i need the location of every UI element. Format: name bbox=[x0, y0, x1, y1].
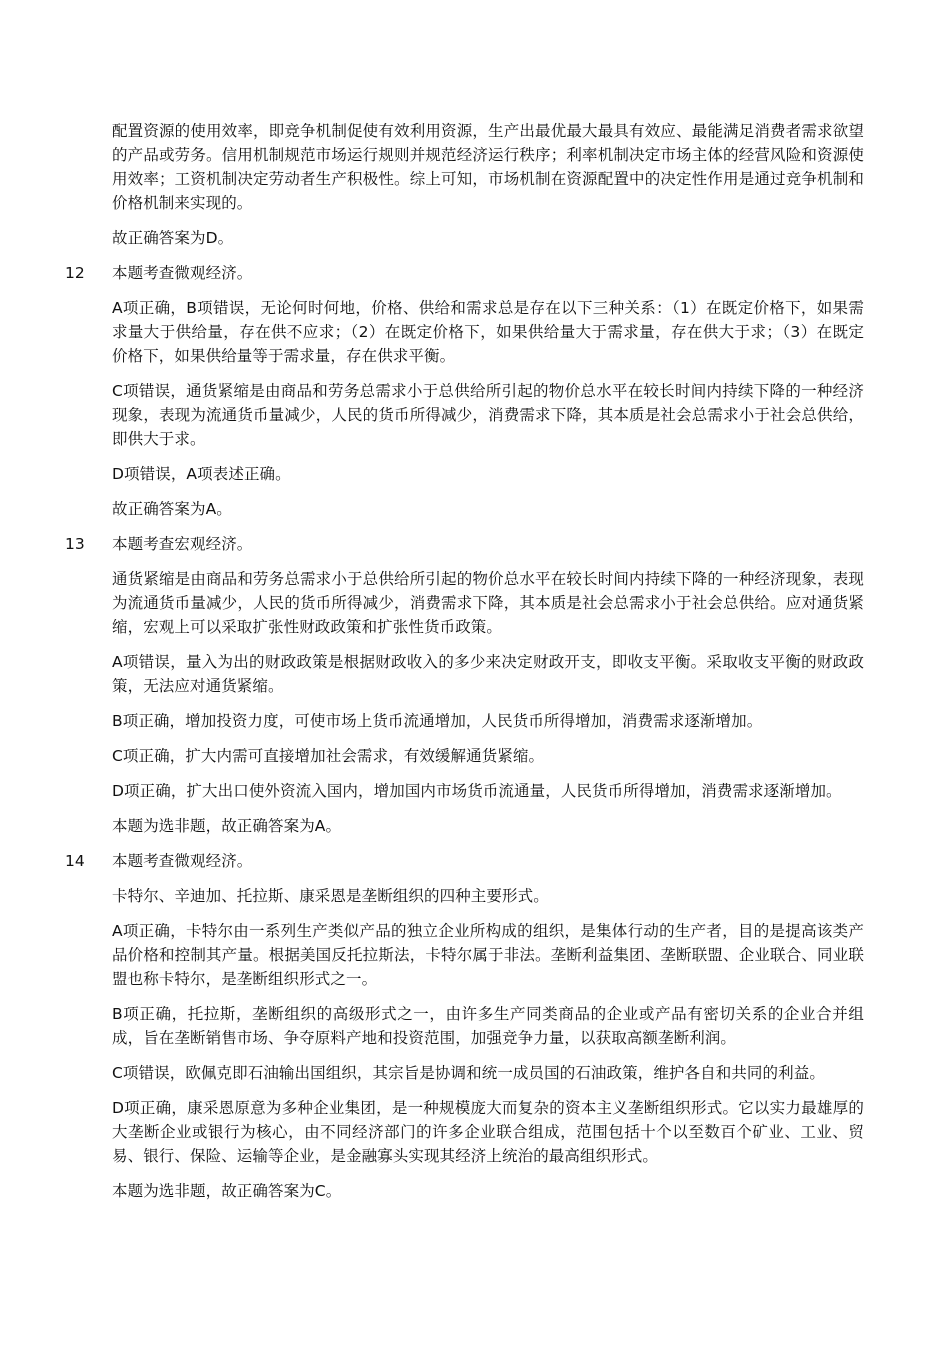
paragraph: 通货紧缩是由商品和劳务总需求小于总供给所引起的物价总水平在较长时间内持续下降的一种经济现象，表现为流通货币量减少，人民的货币所得减少，消费需求下降，其本质是社会总需求小于社会总供给。应对通货紧缩，宏观上可以采取扩张性财政政策和扩张性货币政策。 bbox=[112, 570, 864, 636]
paragraph: B项正确，增加投资力度，可使市场上货币流通增加，人民货币所得增加，消费需求逐渐增加。 bbox=[112, 712, 763, 730]
question-heading bbox=[65, 261, 864, 285]
question-13 bbox=[65, 532, 864, 838]
paragraph: A项错误，量入为出的财政政策是根据财政收入的多少来决定财政开支，即收支平衡。采取收支平衡的财政政策，无法应对通货紧缩。 bbox=[112, 653, 864, 695]
paragraph: C项错误，通货紧缩是由商品和劳务总需求小于总供给所引起的物价总水平在较长时间内持续下降的一种经济现象，表现为流通货币量减少，人民的货币所得减少，消费需求下降，其本质是社会总需求小于社会总供给，即供大于求。 bbox=[112, 382, 864, 448]
question-topic: 本题考查微观经济。 bbox=[112, 852, 253, 870]
paragraph: D项正确，扩大出口使外资流入国内，增加国内市场货币流通量，人民货币所得增加，消费需求逐渐增加。 bbox=[112, 782, 842, 800]
paragraph: D项错误，A项表述正确。 bbox=[112, 465, 291, 483]
question-12 bbox=[65, 261, 864, 521]
answer-line: 本题为选非题，故正确答案为A。 bbox=[112, 817, 342, 835]
question-14 bbox=[65, 849, 864, 1203]
document-body bbox=[65, 119, 864, 1214]
answer-line: 故正确答案为D。 bbox=[112, 229, 234, 247]
paragraph: B项正确，托拉斯，垄断组织的高级形式之一，由许多生产同类商品的企业或产品有密切关系的企业合并组成，旨在垄断销售市场、争夺原料产地和投资范围，加强竞争力量，以获取高额垄断利润。 bbox=[112, 1005, 864, 1047]
question-number: 14 bbox=[65, 852, 85, 870]
paragraph: A项正确，卡特尔由一系列生产类似产品的独立企业所构成的组织，是集体行动的生产者，目的是提高该类产品价格和控制其产量。根据美国反托拉斯法，卡特尔属于非法。垄断利益集团、垄断联盟、企业联合、同业联盟也称卡特尔，是垄断组织形式之一。 bbox=[112, 922, 864, 988]
paragraph: 卡特尔、辛迪加、托拉斯、康采恩是垄断组织的四种主要形式。 bbox=[112, 887, 549, 905]
question-heading bbox=[65, 849, 864, 873]
paragraph: D项正确，康采恩原意为多种企业集团，是一种规模庞大而复杂的资本主义垄断组织形式。它以实力最雄厚的大垄断企业或银行为核心，由不同经济部门的许多企业联合组成，范围包括十个以至数百个矿业、工业、贸易、银行、保险、运输等企业，是金融寡头实现其经济上统治的最高组织形式。 bbox=[112, 1099, 864, 1165]
question-heading bbox=[65, 532, 864, 556]
question-number: 13 bbox=[65, 535, 85, 553]
question-topic: 本题考查微观经济。 bbox=[112, 264, 253, 282]
paragraph: C项错误，欧佩克即石油输出国组织，其宗旨是协调和统一成员国的石油政策，维护各自和共同的利益。 bbox=[112, 1064, 825, 1082]
paragraph: C项正确，扩大内需可直接增加社会需求，有效缓解通货紧缩。 bbox=[112, 747, 545, 765]
paragraph: 配置资源的使用效率，即竞争机制促使有效利用资源，生产出最优最大最具有效应、最能满足消费者需求欲望的产品或劳务。信用机制规范市场运行规则并规范经济运行秩序；利率机制决定市场主体的经营风险和资源使用效率；工资机制决定劳动者生产积极性。综上可知，市场机制在资源配置中的决定性作用是通过竞争机制和价格机制来实现的。 bbox=[112, 122, 864, 212]
paragraph: A项正确，B项错误，无论何时何地，价格、供给和需求总是存在以下三种关系：（1）在既定价格下，如果需求量大于供给量，存在供不应求；（2）在既定价格下，如果供给量大于需求量，存在供大于求；（3）在既定价格下，如果供给量等于需求量，存在供求平衡。 bbox=[112, 299, 864, 365]
answer-line: 本题为选非题，故正确答案为C。 bbox=[112, 1182, 342, 1200]
question-number: 12 bbox=[65, 264, 85, 282]
question-topic: 本题考查宏观经济。 bbox=[112, 535, 253, 553]
answer-line: 故正确答案为A。 bbox=[112, 500, 232, 518]
